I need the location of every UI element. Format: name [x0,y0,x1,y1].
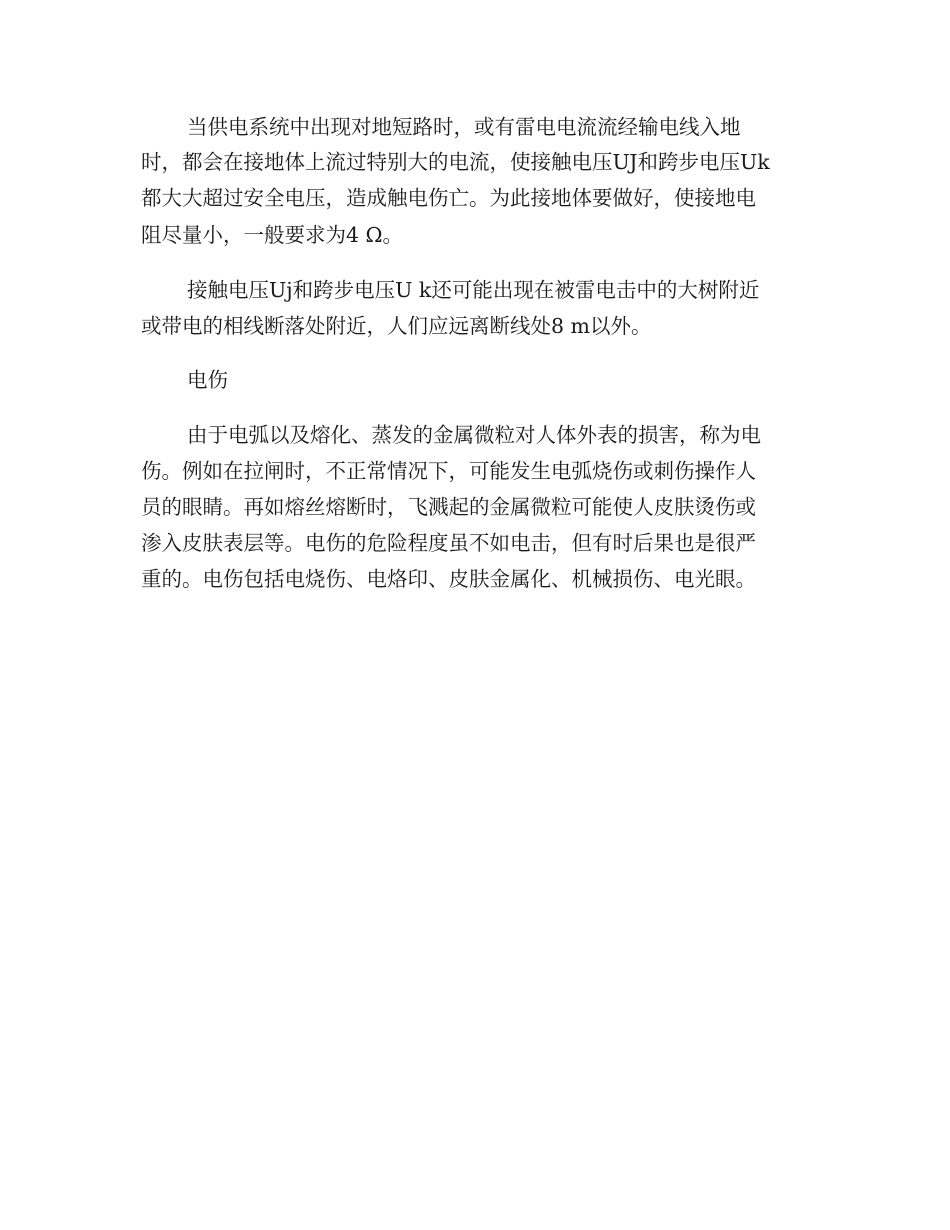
paragraph-line: 由于电弧以及熔化、蒸发的金属微粒对人体外表的损害，称为电 [187,423,761,447]
paragraph-line: 当供电系统中出现对地短路时，或有雷电电流流经输电线入地 [187,115,741,139]
paragraph-line: 伤。例如在拉闸时，不正常情况下，可能发生电弧烧伤或刺伤操作人 [141,459,756,483]
paragraph-line: 时，都会在接地体上流过特别大的电流，使接触电压UJ和跨步电压Uk [141,150,770,174]
paragraph-line: 接触电压Uj和跨步电压U k还可能出现在被雷电击中的大树附近 [187,278,760,302]
paragraph-line: 阻尽量小，一般要求为4 Ω。 [141,223,404,247]
paragraph-line: 重的。电伤包括电烧伤、电烙印、皮肤金属化、机械损伤、电光眼。 [141,567,756,591]
paragraph-line: 员的眼睛。再如熔丝熔断时，飞溅起的金属微粒可能使人皮肤烫伤或 [141,495,756,519]
paragraph-line: 或带电的相线断落处附近，人们应远离断线处8 m以外。 [141,314,652,338]
paragraph-line: 渗入皮肤表层等。电伤的危险程度虽不如电击，但有时后果也是很严 [141,531,756,555]
paragraph-line: 都大大超过安全电压，造成触电伤亡。为此接地体要做好，使接地电 [141,186,756,210]
section-heading: 电伤 [187,368,228,392]
